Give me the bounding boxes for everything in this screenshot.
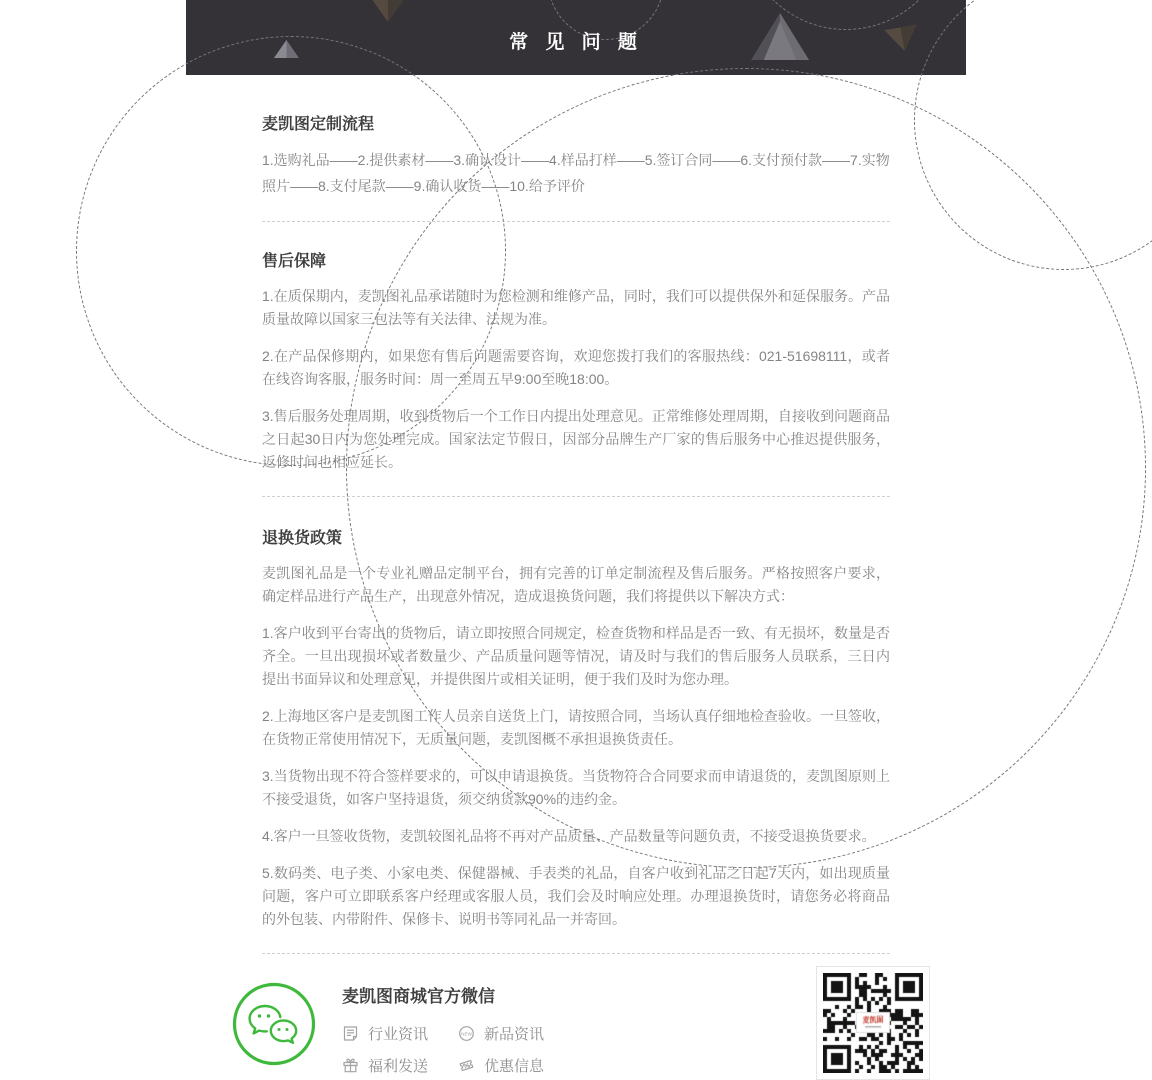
returns-paragraph: 3.当货物出现不符合签样要求的，可以申请退换货。当货物符合合同要求而申请退货的，麦凯图原则上不接受退货，如客户坚持退货，须交纳货款90%的违约金。 [262, 768, 890, 807]
section-title-returns: 退换货政策 [262, 530, 343, 547]
qr-code [816, 966, 930, 1080]
page-header [186, 0, 966, 75]
section-title-process: 麦凯图定制流程 [262, 116, 375, 133]
faq-page [186, 0, 966, 1075]
wechat-feature-grid [342, 1023, 544, 1076]
wechat-feature-label: 福利发送 [368, 1058, 429, 1075]
wechat-feature-label: 行业资讯 [368, 1026, 429, 1043]
wechat-feature-new-products [458, 1023, 544, 1044]
qr-code-canvas [823, 973, 923, 1073]
triangle-decoration [371, 0, 405, 22]
wechat-feature-label: 新品资讯 [484, 1026, 545, 1043]
wechat-feature-industry-news [342, 1023, 428, 1044]
process-steps: 1.选购礼品——2.提供素材——3.确认设计——4.样品打样——5.签订合同——6.支付预付款——7.实物照片——8.支付尾款——9.确认收货——10.给予评价 [262, 152, 890, 194]
wechat-feature-discounts [458, 1055, 544, 1076]
after-sales-paragraph: 3.售后服务处理周期，收到货物后一个工作日内提出处理意见。正常维修处理周期，自接收到问题商品之日起30日内为您处理完成。国家法定节假日，因部分品牌生产厂家的售后服务中心推迟提供服务，返修时间也相应延长。 [262, 408, 890, 470]
coupon-icon [458, 1057, 475, 1074]
section-title-after-sales: 售后保障 [262, 253, 327, 270]
news-doc-icon [342, 1025, 359, 1042]
wechat-info [342, 982, 544, 1076]
gift-icon [342, 1057, 359, 1074]
wechat-footer [186, 954, 966, 1080]
wechat-feature-benefits [342, 1055, 428, 1076]
returns-paragraph: 2.上海地区客户是麦凯图工作人员亲自送货上门，请按照合同，当场认真仔细地检查验收。一旦签收，在货物正常使用情况下，无质量问题，麦凯图概不承担退换货责任。 [262, 708, 890, 747]
after-sales-paragraph: 2.在产品保修期内，如果您有售后问题需要咨询，欢迎您拨打我们的客服热线：021-51698111，或者在线咨询客服，服务时间：周一至周五早9:00至晚18:00。 [262, 348, 890, 387]
wechat-feature-label: 优惠信息 [484, 1058, 545, 1075]
returns-paragraph: 1.客户收到平台寄出的货物后，请立即按照合同规定，检查货物和样品是否一致、有无损坏，数量是否齐全。一旦出现损坏或者数量少、产品质量问题等情况，请及时与我们的售后服务人员联系，三日内提出书面异议和处理意见，并提供图片或相关证明，便于我们及时为您办理。 [262, 625, 890, 687]
svg-text:NEW: NEW [461, 1031, 472, 1037]
wechat-title: 麦凯图商城官方微信 [342, 987, 495, 1006]
returns-paragraph: 麦凯图礼品是一个专业礼赠品定制平台，拥有完善的订单定制流程及售后服务。严格按照客户要求，确定样品进行产品生产，出现意外情况，造成退换货问题，我们将提供以下解决方式： [262, 565, 890, 604]
new-badge-icon [458, 1025, 475, 1042]
wechat-icon [232, 982, 316, 1066]
returns-paragraph: 4.客户一旦签收货物，麦凯较图礼品将不再对产品质量、产品数量等问题负责，不接受退换货要求。 [262, 828, 876, 844]
returns-paragraph: 5.数码类、电子类、小家电类、保健器械、手表类的礼品，自客户收到礼品之日起7天内，如出现质量问题，客户可立即联系客户经理或客服人员，我们会及时响应处理。办理退换货时，请您务必将商品的外包装、内带附件、保修卡、说明书等同礼品一并寄回。 [262, 865, 890, 927]
page-title: 常 见 问 题 [509, 32, 643, 53]
after-sales-paragraph: 1.在质保期内，麦凯图礼品承诺随时为您检测和维修产品，同时，我们可以提供保外和延保服务。产品质量故障以国家三包法等有关法律、法规为准。 [262, 288, 890, 327]
